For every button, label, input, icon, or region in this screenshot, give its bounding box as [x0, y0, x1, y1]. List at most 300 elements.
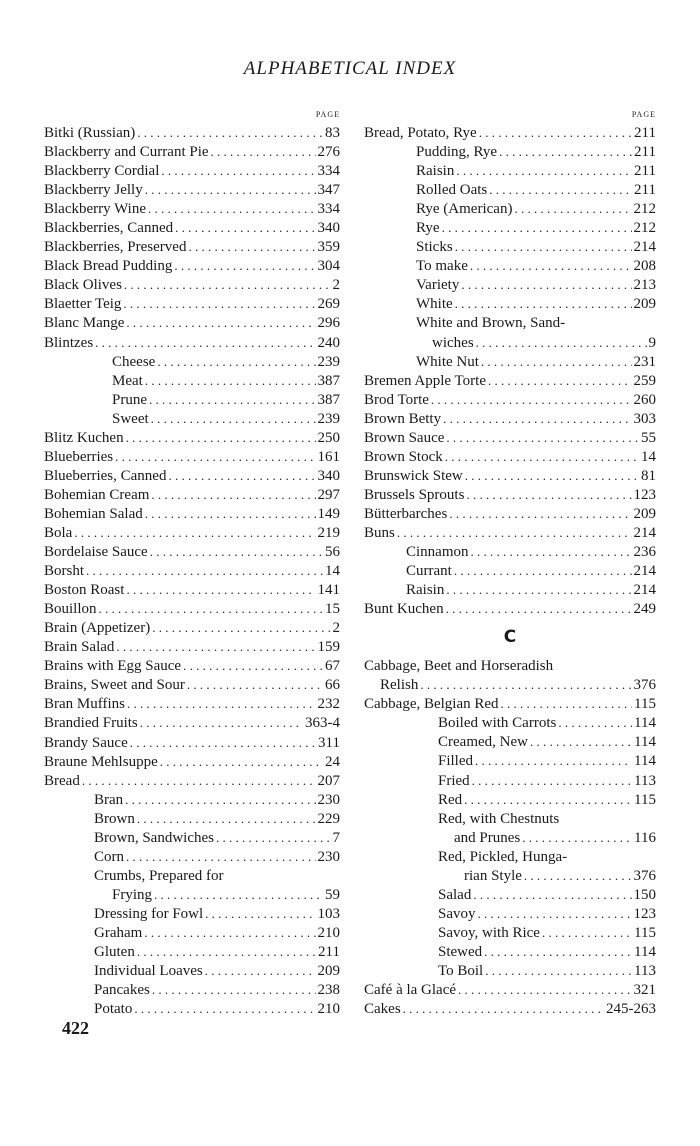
- index-entry: [364, 561, 656, 580]
- dot-leader: [126, 313, 315, 332]
- index-entry: [44, 504, 340, 523]
- entry-text: Brown Stock: [364, 448, 443, 465]
- entry-page: 9: [648, 334, 656, 351]
- index-list-right-top: [364, 123, 656, 618]
- entry-page: 211: [634, 125, 656, 141]
- dot-leader: [151, 409, 316, 428]
- entry-page: 209: [317, 963, 340, 980]
- dot-leader: [449, 504, 631, 523]
- index-entry: [44, 923, 340, 942]
- dot-leader: [420, 675, 631, 694]
- entry-text: Blackberries, Preserved: [44, 239, 187, 256]
- entry-text: Variety: [416, 277, 460, 294]
- entry-text: Cabbage, Beet and Horseradish: [364, 658, 554, 675]
- entry-text: Boiled with Carrots: [438, 715, 557, 732]
- entry-page: 56: [325, 544, 340, 561]
- dot-leader: [446, 580, 631, 599]
- dot-leader: [530, 732, 632, 751]
- entry-page: 214: [633, 582, 656, 599]
- page-title: ALPHABETICAL INDEX: [243, 58, 457, 79]
- index-entry: [44, 218, 340, 237]
- index-entry: [364, 294, 656, 313]
- entry-text: Black Olives: [44, 277, 122, 294]
- entry-text: Stewed: [438, 943, 483, 960]
- dot-leader: [148, 199, 316, 218]
- index-entry: [364, 333, 656, 352]
- entry-text: Creamed, New: [438, 734, 528, 751]
- entry-page: 81: [641, 467, 656, 484]
- dot-leader: [145, 504, 316, 523]
- page-number: 422: [62, 1018, 89, 1038]
- entry-text: Brains with Egg Sauce: [44, 658, 182, 675]
- index-entry: [44, 294, 340, 313]
- entry-text: Graham: [94, 924, 143, 941]
- entry-page: 66: [325, 677, 340, 694]
- entry-text: Bordelaise Sauce: [44, 544, 148, 561]
- index-entry: [44, 580, 340, 599]
- index-entry: [44, 733, 340, 752]
- entry-text: Red: [438, 791, 463, 808]
- index-entry: [364, 123, 656, 142]
- dot-leader: [514, 199, 631, 218]
- dot-leader: [397, 523, 632, 542]
- entry-text: Corn: [94, 848, 124, 865]
- index-entry: [364, 580, 656, 599]
- entry-page: 311: [318, 734, 340, 751]
- entry-page: 83: [325, 125, 340, 141]
- entry-text: Bouillon: [44, 601, 97, 618]
- entry-text: Café à la Glacé: [364, 982, 457, 999]
- index-entry: [44, 352, 340, 371]
- entry-page: 159: [317, 639, 340, 656]
- index-entry: [44, 713, 340, 732]
- index-entry: [44, 561, 340, 580]
- entry-page: 207: [317, 772, 340, 789]
- entry-text: Bitki (Russian): [44, 125, 136, 141]
- dot-leader: [456, 161, 632, 180]
- entry-text: Brandy Sauce: [44, 734, 128, 751]
- entry-page: 115: [634, 924, 656, 941]
- entry-text: Braune Mehlsuppe: [44, 753, 158, 770]
- entry-page: 209: [633, 505, 656, 522]
- entry-text: Gluten: [94, 944, 135, 961]
- page-column-header: PAGE: [315, 110, 340, 119]
- dot-leader: [472, 771, 632, 790]
- index-entry: [364, 466, 656, 485]
- index-entry: [44, 485, 340, 504]
- entry-page: 238: [317, 982, 340, 999]
- entry-page: 259: [633, 372, 656, 389]
- entry-text: Cheese: [112, 353, 156, 370]
- index-entry: [364, 675, 656, 694]
- entry-text: To Boil: [438, 962, 484, 979]
- dot-leader: [445, 447, 639, 466]
- dot-leader: [151, 485, 315, 504]
- dot-leader: [126, 580, 315, 599]
- dot-leader: [95, 333, 315, 352]
- entry-page: 249: [633, 601, 656, 618]
- dot-leader: [152, 980, 316, 999]
- dot-leader: [211, 142, 316, 161]
- dot-leader: [174, 256, 315, 275]
- entry-text: Brains, Sweet and Sour: [44, 677, 185, 694]
- entry-text: Brussels Sprouts: [364, 486, 465, 503]
- index-entry: [364, 694, 656, 713]
- entry-page: 211: [634, 144, 656, 161]
- dot-leader: [124, 275, 331, 294]
- entry-page: 114: [634, 943, 656, 960]
- entry-page: 387: [317, 372, 340, 389]
- index-entry: [364, 866, 656, 885]
- entry-text: Relish: [380, 677, 419, 694]
- entry-page: 376: [633, 677, 656, 694]
- entry-page: 334: [317, 201, 340, 218]
- index-entry: [364, 180, 656, 199]
- index-entry: [364, 942, 656, 961]
- index-entry: [364, 999, 656, 1018]
- dot-leader: [484, 942, 632, 961]
- entry-page: 334: [317, 163, 340, 180]
- index-entry: [364, 542, 656, 561]
- dot-leader: [442, 218, 632, 237]
- entry-text: Savoy, with Rice: [438, 924, 540, 941]
- dot-leader: [137, 123, 323, 142]
- dot-leader: [431, 390, 632, 409]
- entry-text: Brain (Appetizer): [44, 620, 151, 637]
- entry-page: 114: [634, 734, 656, 751]
- entry-page: 113: [634, 962, 656, 979]
- entry-page: 7: [332, 829, 340, 846]
- dot-leader: [137, 942, 316, 961]
- entry-page: 123: [633, 905, 656, 922]
- index-entry: [44, 466, 340, 485]
- dot-leader: [458, 980, 631, 999]
- index-entry: [44, 275, 340, 294]
- entry-text: Brown, Sandwiches: [94, 829, 214, 846]
- entry-text: Pudding, Rye: [416, 144, 498, 161]
- entry-page: 321: [633, 982, 656, 999]
- dot-leader: [446, 599, 632, 618]
- index-entry: [364, 371, 656, 390]
- dot-leader: [476, 333, 647, 352]
- entry-page: 15: [325, 601, 340, 618]
- entry-text: Currant: [406, 563, 452, 580]
- entry-text: Blackberry Jelly: [44, 182, 143, 199]
- dot-leader: [168, 466, 315, 485]
- entry-page: 210: [317, 1001, 340, 1018]
- entry-page: 115: [634, 791, 656, 808]
- index-entry: [44, 123, 340, 142]
- entry-text: Cinnamon: [406, 544, 469, 561]
- index-entry: [364, 904, 656, 923]
- entry-page: 211: [634, 163, 656, 180]
- entry-text: Brown Sauce: [364, 429, 445, 446]
- entry-text: Blackberry and Currant Pie: [44, 144, 209, 161]
- entry-text: Brown: [94, 810, 135, 827]
- dot-leader: [126, 428, 316, 447]
- index-entry: [44, 371, 340, 390]
- index-entry: [364, 447, 656, 466]
- index-entry: [364, 599, 656, 618]
- dot-leader: [464, 790, 632, 809]
- dot-leader: [187, 675, 323, 694]
- entry-text: Blaetter Teig: [44, 296, 122, 313]
- index-entry: [364, 237, 656, 256]
- dot-leader: [123, 294, 315, 313]
- dot-leader: [499, 142, 632, 161]
- entry-text: Brod Torte: [364, 391, 429, 408]
- entry-page: 211: [318, 944, 340, 961]
- dot-leader: [481, 352, 632, 371]
- entry-page: 230: [317, 791, 340, 808]
- entry-text: Bütterbarches: [364, 505, 448, 522]
- entry-page: 376: [633, 867, 656, 884]
- entry-page: 260: [633, 391, 656, 408]
- dot-leader: [443, 409, 631, 428]
- index-entry: [44, 313, 340, 332]
- dot-leader: [137, 809, 316, 828]
- index-list-left: [44, 123, 340, 1018]
- index-entry: [364, 980, 656, 999]
- entry-page: 67: [325, 658, 340, 675]
- dot-leader: [455, 237, 632, 256]
- dot-leader: [157, 352, 315, 371]
- entry-text: Blackberries, Canned: [44, 220, 174, 237]
- dot-leader: [216, 828, 331, 847]
- entry-text: Pancakes: [94, 982, 150, 999]
- entry-page: 212: [633, 220, 656, 237]
- entry-text: Bola: [44, 524, 73, 541]
- entry-text: Brandied Fruits: [44, 715, 138, 732]
- index-entry: [364, 352, 656, 371]
- dot-leader: [205, 961, 316, 980]
- index-entry: [364, 732, 656, 751]
- index-list-right-bottom: [364, 656, 656, 1018]
- index-entry: [44, 904, 340, 923]
- entry-text: Boston Roast: [44, 582, 125, 599]
- dot-leader: [475, 751, 632, 770]
- entry-text: Individual Loaves: [94, 963, 203, 980]
- dot-leader: [86, 561, 323, 580]
- entry-page: 150: [633, 886, 656, 903]
- entry-page: 340: [317, 220, 340, 237]
- entry-text: Rye (American): [416, 201, 513, 218]
- entry-text: Buns: [364, 524, 395, 541]
- entry-text: Sticks: [416, 239, 453, 256]
- entry-text: Brain Salad: [44, 639, 115, 656]
- index-entry: [364, 923, 656, 942]
- dot-leader: [150, 542, 323, 561]
- index-entry: [44, 180, 340, 199]
- entry-text: Black Bread Pudding: [44, 258, 173, 275]
- entry-page: 236: [633, 544, 656, 561]
- entry-page: 232: [317, 696, 340, 713]
- entry-page: 276: [317, 144, 340, 161]
- entry-page: 214: [633, 239, 656, 256]
- index-column-right: [364, 106, 656, 1018]
- entry-page: 296: [317, 315, 340, 332]
- dot-leader: [145, 180, 316, 199]
- dot-leader: [466, 485, 631, 504]
- entry-text: Bohemian Cream: [44, 486, 150, 503]
- dot-leader: [183, 656, 323, 675]
- dot-leader: [160, 752, 323, 771]
- entry-page: 304: [317, 258, 340, 275]
- entry-text: Blintzes: [44, 334, 94, 351]
- index-entry: [364, 409, 656, 428]
- index-entry: [44, 256, 340, 275]
- entry-page: 387: [317, 391, 340, 408]
- entry-text: Rye: [416, 220, 440, 237]
- index-entry: [44, 237, 340, 256]
- entry-page: 208: [633, 258, 656, 275]
- entry-text: Crumbs, Prepared for: [94, 867, 224, 884]
- entry-page: 245-263: [606, 1001, 656, 1018]
- entry-page: 55: [641, 429, 656, 446]
- entry-page: 149: [317, 505, 340, 522]
- entry-page: 211: [634, 182, 656, 199]
- index-entry: [364, 142, 656, 161]
- dot-leader: [127, 694, 316, 713]
- index-entry: [44, 961, 340, 980]
- entry-text: Bran: [94, 791, 124, 808]
- index-entry: [364, 485, 656, 504]
- index-entry: [364, 809, 656, 828]
- dot-leader: [465, 466, 639, 485]
- entry-page: 116: [634, 829, 656, 846]
- index-entry: [364, 161, 656, 180]
- entry-text: Bohemian Salad: [44, 505, 143, 522]
- index-entry: [364, 523, 656, 542]
- dot-leader: [130, 733, 316, 752]
- entry-page: 359: [317, 239, 340, 256]
- entry-page: 214: [633, 524, 656, 541]
- index-entry: [44, 542, 340, 561]
- entry-page: 103: [317, 905, 340, 922]
- section-letter: C: [503, 627, 517, 648]
- entry-text: Brown Betty: [364, 410, 442, 427]
- index-column-left: [44, 106, 340, 1018]
- index-entry: [364, 390, 656, 409]
- entry-text: Raisin: [406, 582, 445, 599]
- entry-text: Fried: [438, 772, 470, 789]
- entry-text: Raisin: [416, 163, 455, 180]
- entry-text: Prune: [112, 391, 147, 408]
- entry-text: Potato: [94, 1001, 133, 1018]
- dot-leader: [74, 523, 315, 542]
- entry-text: White and Brown, Sand-: [416, 315, 566, 332]
- dot-leader: [125, 790, 315, 809]
- entry-text: White Nut: [416, 353, 479, 370]
- dot-leader: [140, 713, 303, 732]
- entry-text: Red, with Chestnuts: [438, 810, 560, 827]
- index-entry: [44, 885, 340, 904]
- entry-page: 213: [633, 277, 656, 294]
- entry-text: Blueberries, Canned: [44, 467, 167, 484]
- entry-text: Frying: [112, 886, 153, 903]
- entry-page: 340: [317, 467, 340, 484]
- index-entry: [364, 428, 656, 447]
- dot-leader: [455, 294, 632, 313]
- dot-leader: [461, 275, 631, 294]
- entry-text: Rolled Oats: [416, 182, 488, 199]
- entry-text: Bremen Apple Torte: [364, 372, 486, 389]
- entry-page: 231: [633, 353, 656, 370]
- index-entry: [44, 618, 340, 637]
- dot-leader: [542, 923, 632, 942]
- entry-page: 240: [317, 334, 340, 351]
- dot-leader: [205, 904, 315, 923]
- dot-leader: [152, 618, 330, 637]
- entry-text: Salad: [438, 886, 472, 903]
- index-entry: [44, 637, 340, 656]
- entry-page: 123: [633, 486, 656, 503]
- entry-text: Cabbage, Belgian Red: [364, 696, 499, 713]
- dot-leader: [558, 713, 632, 732]
- dot-leader: [175, 218, 315, 237]
- index-entry: [44, 599, 340, 618]
- page-column-header: PAGE: [631, 110, 656, 119]
- entry-page: 59: [325, 886, 340, 903]
- index-entry: [364, 313, 656, 332]
- entry-page: 347: [317, 182, 340, 199]
- entry-text: Bunt Kuchen: [364, 601, 444, 618]
- index-entry: [44, 694, 340, 713]
- dot-leader: [154, 885, 323, 904]
- index-entry: [364, 218, 656, 237]
- entry-page: 269: [317, 296, 340, 313]
- entry-page: 141: [317, 582, 340, 599]
- entry-page: 161: [317, 448, 340, 465]
- index-entry: [364, 790, 656, 809]
- entry-page: 363-4: [305, 715, 340, 732]
- entry-page: 212: [633, 201, 656, 218]
- entry-text: Savoy: [438, 905, 476, 922]
- entry-page: 230: [317, 848, 340, 865]
- dot-leader: [454, 561, 632, 580]
- index-entry: [44, 752, 340, 771]
- index-entry: [364, 885, 656, 904]
- index-entry: [364, 275, 656, 294]
- entry-text: and Prunes: [454, 829, 521, 846]
- dot-leader: [116, 637, 315, 656]
- index-entry: [44, 999, 340, 1018]
- dot-leader: [188, 237, 315, 256]
- entry-text: Blitz Kuchen: [44, 429, 124, 446]
- dot-leader: [489, 180, 632, 199]
- index-entry: [364, 256, 656, 275]
- index-entry: [364, 847, 656, 866]
- index-entry: [364, 504, 656, 523]
- index-entry: [364, 771, 656, 790]
- index-entry: [44, 523, 340, 542]
- entry-page: 14: [641, 448, 656, 465]
- dot-leader: [149, 390, 316, 409]
- entry-text: Meat: [112, 372, 143, 389]
- index-entry: [364, 656, 656, 675]
- entry-page: 297: [317, 486, 340, 503]
- entry-page: 24: [325, 753, 340, 770]
- entry-text: White: [416, 296, 453, 313]
- index-entry: [44, 447, 340, 466]
- dot-leader: [488, 371, 632, 390]
- entry-text: Borsht: [44, 563, 85, 580]
- entry-text: Blueberries: [44, 448, 114, 465]
- dot-leader: [522, 828, 632, 847]
- entry-text: rian Style: [464, 867, 522, 884]
- entry-text: Bread: [44, 772, 80, 789]
- dot-leader: [501, 694, 633, 713]
